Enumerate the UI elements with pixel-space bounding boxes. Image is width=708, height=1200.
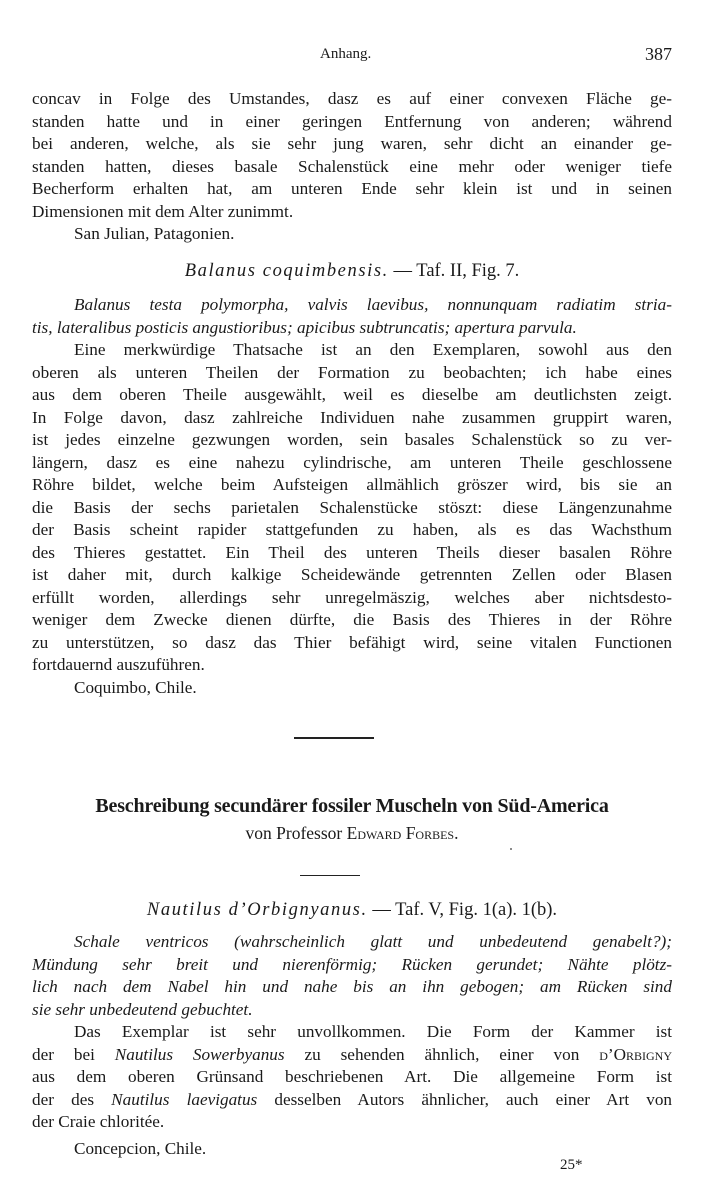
text-line: Das Exemplar ist sehr unvollkommen. Die Form der Kammer ist: [74, 1022, 672, 1041]
species-name: Nautilus d’Orbignyanus.: [146, 900, 368, 920]
species-body-nautilus: [32, 1021, 672, 1160]
title-rule: [300, 875, 360, 876]
running-header: [32, 44, 672, 70]
section-heading: [32, 792, 672, 846]
text-line: standen hatte und in einer geringen Entfernung von anderen; während: [32, 111, 672, 131]
species-heading-balanus: [32, 260, 672, 283]
page-number: 387: [645, 44, 672, 64]
author-reference: d’Orbigny: [599, 1044, 673, 1064]
text-line: des Thieres gestattet. Ein Theil des unteren Theils dieser basalen Röhre: [32, 542, 672, 562]
diagnosis-line: Balanus testa polymorpha, valvis laevibus, nonnunquam radiatim stria-: [74, 295, 672, 314]
author-name: Edward Forbes.: [346, 823, 459, 843]
book-page: [32, 0, 672, 1200]
diagnosis-line: Schale ventricos (wahrscheinlich glatt und unbedeutend genabelt?);: [74, 932, 672, 951]
text-line: der Craie chloritée.: [32, 1112, 165, 1131]
text-line: erfüllt worden, allerdings sehr unregelmäszig, welches aber nichtsdesto-: [32, 587, 672, 607]
byline: [32, 820, 672, 846]
locality-coquimbo: Coquimbo, Chile.: [74, 677, 197, 697]
plate-reference: — Taf. II, Fig. 7.: [393, 261, 520, 281]
text-line: fortdauernd auszuführen.: [32, 655, 205, 674]
text-line: Becherform erhalten hat, am unteren Ende sehr klein ist und in seinen: [32, 179, 672, 198]
text-line: der des Nautilus laevigatus desselben Autors ähnlicher, auch einer Art von: [32, 1089, 673, 1109]
section-title: Beschreibung secundärer fossiler Muscheln von Süd-America: [95, 795, 609, 817]
text-line: der bei Nautilus Sowerbyanus zu sehenden ähnlich, einer von d’Orbigny: [32, 1044, 673, 1064]
plate-reference: — Taf. V, Fig. 1(a). 1(b).: [372, 900, 558, 920]
byline-prefix: von Professor: [245, 823, 343, 843]
text-line: bei anderen, welche, als sie sehr jung waren, sehr dicht an einander ge-: [32, 134, 672, 153]
text-line: Röhre bildet, welche beim Aufsteigen allmählich gröszer wird, bis sie an: [32, 475, 672, 494]
locality-san-julian: San Julian, Patagonien.: [74, 224, 235, 243]
running-title: Anhang.: [320, 46, 372, 62]
diagnosis-line: lich nach dem Nabel hin und nahe bis an ihn gebogen; am Rücken sind: [32, 977, 672, 996]
text-line: ist daher mit, durch kalkige Scheidewände getrennten Zellen oder Blasen: [32, 565, 672, 584]
text-line: concav in Folge des Umstandes, dasz es auf einer convexen Fläche ge-: [32, 89, 672, 108]
paragraph-continuation: [32, 88, 672, 246]
text-line: ist jedes einzelne gezwungen worden, sein basales Schalenstück so zu ver-: [32, 430, 672, 449]
text-line: aus dem oberen Grünsand beschriebenen Art. Die allgemeine Form ist: [32, 1067, 672, 1086]
diagnosis-line: Mündung sehr breit und nierenförmig; Rücken gerundet; Nähte plötz-: [32, 954, 672, 974]
text-line: Dimensionen mit dem Alter zunimmt.: [32, 201, 294, 221]
species-diagnosis-nautilus: [32, 931, 672, 1021]
section-separator: [294, 737, 374, 739]
text-line: aus dem oberen Theile ausgewählt, weil es dieselbe am deutlichsten zeigt.: [32, 385, 672, 404]
species-name: Balanus coquimbensis.: [184, 261, 389, 281]
locality-concepcion: Concepcion, Chile.: [74, 1138, 207, 1158]
text-line: die Basis der sechs parietalen Schalenstücke stöszt: diese Längenzunahme: [32, 497, 672, 517]
text-line: zu unterstützen, so dasz das Thier befähigt wird, seine vitalen Functionen: [32, 632, 672, 652]
text-line: der Basis scheint rapider stattgefunden zu haben, als es das Wachsthum: [32, 520, 672, 539]
species-description-balanus: [32, 294, 672, 699]
taxon-name: Nautilus laevigatus: [111, 1089, 258, 1109]
text-line: In Folge davon, dasz zahlreiche Individuen nahe zusammen gruppirt waren,: [32, 407, 672, 427]
text-line: standen hatten, dieses basale Schalenstück eine mehr oder weniger tiefe: [32, 156, 672, 176]
text-line: oberen als unteren Theilen der Formation zu beobachten; ich habe eines: [32, 362, 672, 382]
species-heading-nautilus: [32, 899, 672, 922]
printer-signature-mark: 25*: [560, 1157, 583, 1173]
diagnosis-line: sie sehr unbedeutend gebuchtet.: [32, 999, 253, 1019]
print-speck: [510, 848, 512, 850]
text-line: längern, dasz es eine nahezu cylindrische, am unteren Theile geschlossene: [32, 452, 672, 472]
taxon-name: Nautilus Sowerbyanus: [114, 1044, 285, 1064]
text-line: Eine merkwürdige Thatsache ist an den Exemplaren, sowohl aus den: [74, 340, 672, 359]
text-line: weniger dem Zwecke dienen dürfte, die Basis des Thieres in der Röhre: [32, 610, 672, 629]
diagnosis-line: tis, lateralibus posticis angustioribus; apicibus subtruncatis; apertura parvula.: [32, 317, 577, 337]
